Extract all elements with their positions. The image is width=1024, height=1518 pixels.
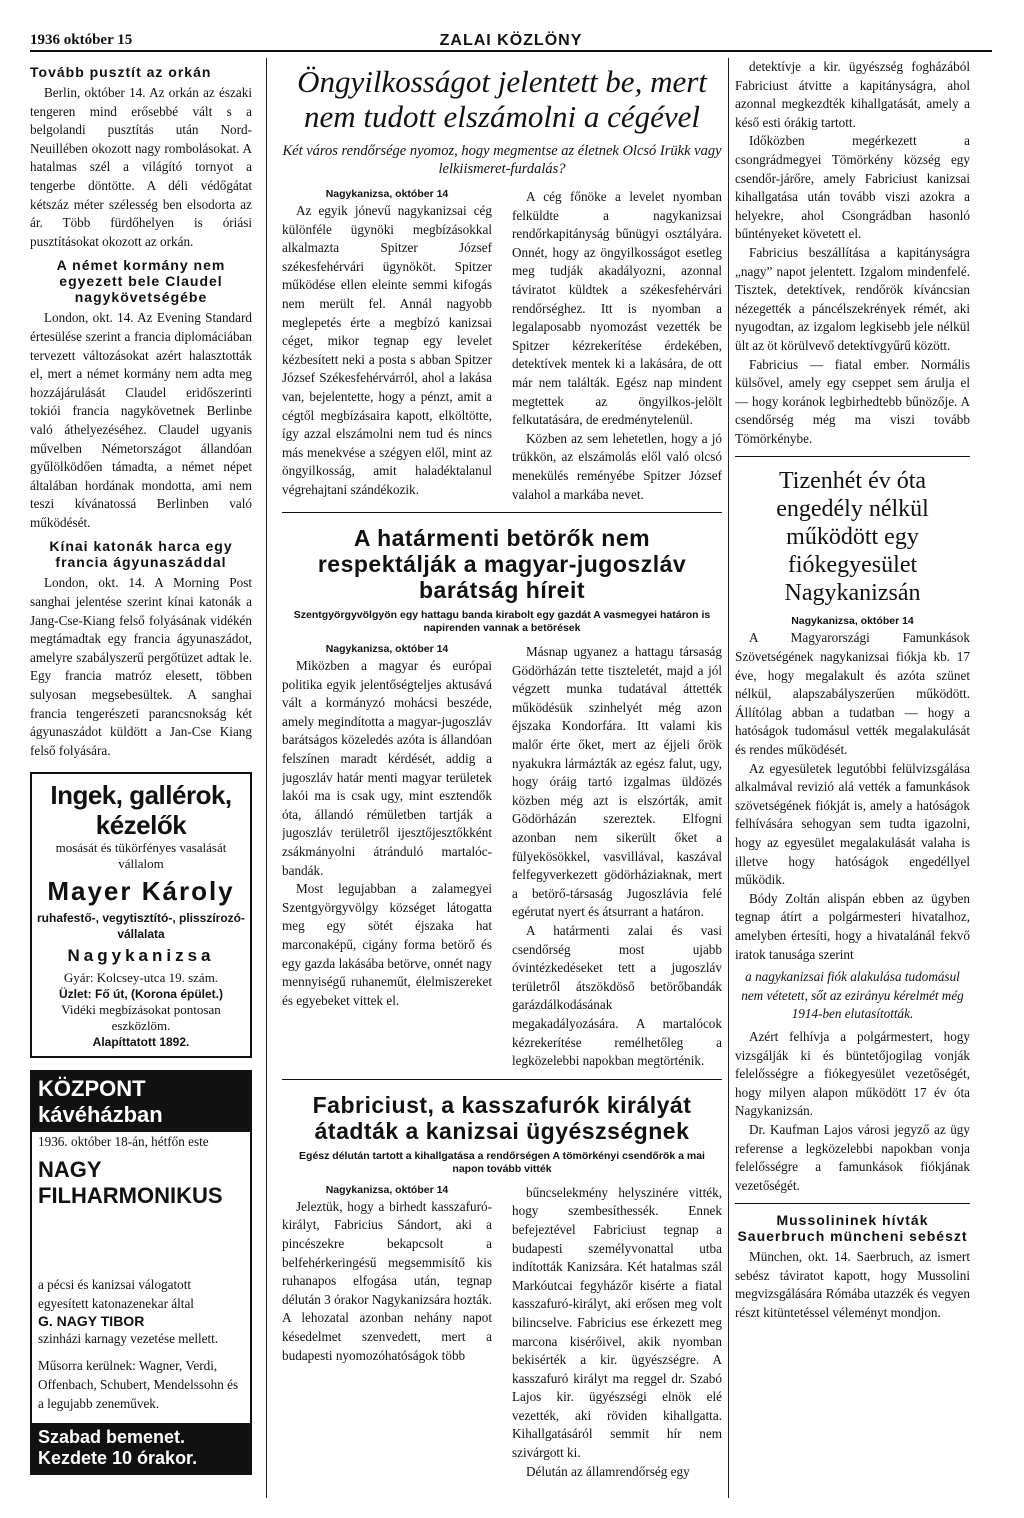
headline: Fabriciust, a kasszafurók királyát átadták a kanizsai ügyészségnek: [312, 1091, 692, 1144]
ad-text: szinházi karnagy vezetése mellett.: [38, 1331, 219, 1347]
article-body: London, okt. 14. A Morning Post sanghai jelentése szerint kínai katonák a Jang-Cse-Kiang felső folyásának vidékén megtámadtak egy francia ágyunaszádot, amelyre szabályszerű pergőtüzet adtak le. Egy francia matróz elesett, többen sulyosan megsebesültek. A sanghai francia tengerészeti parancsnokság két ágyunaszádot küldött a Jan-Cse Kiang felső folyására.: [30, 575, 252, 758]
article-body: Fabricius beszállítása a kapitányságra „nagy” napot jelentett. Izgalom mindenfelé. Tisztek, detektívek, rendőrök kíváncsian nézegették a páncélszekrények rémét, aki nyugodtan, az izgalom legkisebb jele nélkül ült az öt körülvevő detektívgyűrű között.: [735, 244, 970, 353]
article-body: A cég főnöke a levelet nyomban felküldte a nagykanizsai rendőrkapitányság bűnügyi osztályára. Onnét, hogy az öngyilkosságot esetleg meg tudják akadályozni, azonnal táviratot küldtek a székesfehérvári rendőrséghez. Itt is nyomban a legalaposabb nyomozást vezették be Spitzer kézrekerítése érdekében, detektívek mentek ki a lakására, de ott már nem találták. Egész nap mindent megtettek az öngyilkos-jelölt felkutatására, de eredménytelenül.: [512, 189, 722, 428]
subcolumn: [282, 1184, 492, 1482]
column-left: [30, 58, 252, 1508]
column-rule: [728, 58, 729, 1498]
article-body: Másnap ugyanez a hattagu társaság Gödörházán tette tiszteletét, majd a jól végzett munka tudatával áttették működésük szinhelyét még azon éjszaka Kondorfára. Itt valami kis malőr érte őket, mert az éjjeli őrök nyakukra lármázták az egész falut, ugy, hogy óráig tartó izgalmas üldözés közben még azt is elszórták, amit Gödörházán szereztek. Elfogni azonban nem sikerült őket a fülyekösökkel, vasvillával, kaszával felfegyverkezett gödörháziaknak, mert a betörő-társaság Jugoszlávia felé egérutat nyert és átsurrant a határon.: [512, 644, 722, 920]
article-body: Fabricius — fiatal ember. Normális külsővel, amely egy cseppet sem árulja el — hogy koránok legbirhedtebb bűnözője. A csendőrség még ma viszi tovább Tömörkénybe.: [735, 356, 970, 446]
article-body: Miközben a magyar és európai politika egyik jelentőségteljes aktusává vált a kormányzó mohácsi beszéde, amely megindította a magyar-jugoszláv barátságos közeledés azóta is állandóan felszínen maradt kérdését, addig a jugoszláv határ menti magyar területek lakói ma is csak ugy, mint esztendők óta, állandó rémületben tartják a jugoszláv területről ijesztőjesztőkként zsákmányolni átránduló martalóc-bandák.: [282, 658, 492, 878]
article-columns: [282, 1184, 722, 1482]
article-columns: [282, 643, 722, 1071]
headline: A német kormány nem egyezett bele Claudel nagykövetségébe: [56, 257, 226, 306]
article-body: Az egyesületek legutóbbi felülvizsgálása alkalmával revizió alá vették a famunkások szövetségének fiókját is, amely a hatóságok felhívására sehogyan sem tudta igazolni, hogy az egyesület megalakulását valaha is illetve hogy hatóságok engedéllyel működik.: [735, 760, 970, 888]
headline: Tovább pusztít az orkán: [30, 64, 212, 80]
article-body: Dr. Kaufman Lajos városi jegyző az ügy referense a legközelebbi napokban vonja felelősségre a famunkások fiókjának vezetőségét.: [735, 1121, 970, 1193]
ad-text: ruhafestő-, vegytisztító-, plisszírozó-vállalata: [36, 911, 246, 942]
headline: Mussolininek hívták Sauerbruch müncheni sebészt: [737, 1212, 968, 1245]
quote: a nagykanizsai fiók alakulása tudomásul nem vétetett, sőt az ezirányu kérelmét még 1914-ben elutasították.: [741, 969, 964, 1022]
dateline: Nagykanizsa, október 14: [325, 188, 449, 200]
subcolumn: [282, 643, 492, 1071]
article-body: Most legujabban a zalamegyei Szentgyörgyvölgy községet látogatta meg egy sötét éjszaka hat marconaképű, cigány forma betörő és egy gazda lakásába betörve, onnét nagy mennyiségű ruhaneműt, élelmiszereket és egyebeket vittek el.: [282, 881, 492, 1008]
article-body: Bódy Zoltán alispán ebben az ügyben tegnap átírt a polgármesteri hivatalhoz, amelyben értesíti, hogy a hivatalánál fekvő iratok tanusága szerint: [735, 890, 970, 962]
ad-text: a pécsi és kanizsai válogatott egyesített katonazenekar által: [38, 1277, 194, 1312]
subheadline: Egész délután tartott a kihallgatása a rendőrségen A tömörkényi csendőrök a mai napon tovább vitték: [299, 1149, 705, 1175]
article-body: Az egyik jónevű nagykanizsai cég különféle ügynöki megbízásokkal alkalmazta Spitzer József székesfehérvári ügynököt. Spitzer működése ellen eleinte semmi kifogás nem merült fel. Annál nagyobb meglepetés érte a megbízó kanizsai céget, mikor tegnap egy levelet kézbesített neki a posta s abban Spitzer József Székesfehérvárról, ahol a lakása van, bejelentette, hogy a pénzt, amit a cégtől megbízásaira kapott, elköltötte, így azzal elszámolni nem tud és nincs más menekvése a szégyen elől, mint az öngyilkosság, amit haladéktalanul végrehajtani szándékozik.: [282, 203, 492, 497]
article-columns: [282, 188, 722, 504]
article-body: A határmenti zalai és vasi csendőrség most ujabb óvintézkedéseket tett a jugoszláv területről átszökdöső betörőbandák garázdálkodásának megakadályozására. A martalócok kézrekerítése remélhetőleg a legközelebbi napokban megtörténik.: [512, 923, 722, 1069]
ad-city: Nagykanizsa: [67, 946, 215, 966]
paper-title: ZALAI KÖZLÖNY: [439, 32, 583, 49]
subheadline: Szentgyörgyvölgyön egy hattagu banda kirabolt egy gazdát A vasmegyei határon is napirenden vannak a betörések: [293, 609, 711, 635]
ad-headline: NAGY FILHARMONIKUS: [38, 1157, 223, 1209]
masthead: [30, 30, 992, 52]
dateline: Nagykanizsa, október 14: [791, 615, 914, 628]
article-body: Jeleztük, hogy a birhedt kasszafuró-királyt, Fabricius Sándort, aki a pincészekre bekapcsolt a belfehérkeringésű megsemmisítő kis ruhanapos elfogása után, tegnap délután 3 órakor Nagykanizsára hozták. A lehozatal azonban nehány napot késedelmet szenvedett, mert a budapesti nyomozóhatóságok több: [282, 1198, 492, 1363]
ad-text: mosását és tükörfényes vasalását vállalom: [55, 840, 227, 872]
divider: [282, 512, 722, 513]
article-body: Közben az sem lehetetlen, hogy a jó trükkön, az elszámolás elől való olcsó menekülés reményébe Spitzer József valahol a markába nevet.: [512, 430, 722, 502]
dateline: Nagykanizsa, október 14: [325, 643, 449, 656]
ad-text: Alapíttatott 1892.: [92, 1035, 190, 1050]
ad-text: Üzlet: Fő út, (Korona épület.): [59, 987, 223, 1002]
ad-text: Gyár: Kolcsey-utca 19. szám.: [63, 970, 219, 986]
divider: [735, 456, 970, 457]
advertisement: [30, 772, 252, 1058]
article-body: Délután az államrendőrség egy: [526, 1463, 690, 1479]
column-right: [735, 58, 970, 1508]
headline: Kínai katonák harca egy francia ágyunaszáddal: [49, 538, 233, 571]
ad-text: Vidéki megbízásokat pontosan eszközlöm.: [61, 1002, 221, 1034]
ad-bar: KÖZPONT kávéházban: [32, 1072, 250, 1132]
ad-bar: Szabad bemenet. Kezdete 10 órakor.: [32, 1423, 250, 1473]
headline: Tizenhét év óta engedély nélkül működött egy fiókegyesület Nagykanizsán: [776, 468, 929, 607]
ad-conductor: G. NAGY TIBOR: [38, 1313, 145, 1330]
concert-ad: [30, 1070, 252, 1475]
subcolumn: [282, 188, 492, 504]
column-center: [282, 58, 722, 1508]
article-body: München, okt. 14. Saerbruch, az ismert sebész táviratot kapott, hogy Mussolini megvizsgálására Rómába utazzék és vegyen részt kitüntetéssel véleményt mondjon.: [735, 1249, 970, 1321]
subheadline: Két város rendőrsége nyomoz, hogy megmentse az életnek Olcsó Irükk vagy lelkiismeret-furdalás?: [282, 143, 722, 177]
headline: A határmenti betörők nem respektálják a magyar-jugoszláv barátság híreit: [317, 525, 687, 604]
article-body: detektívje a kir. ügyészség fogházából Fabriciust átvitte a kapitányságra, ahol azonnal megkezdték kihallgatását, amely a késő esti órákig tartott.: [735, 59, 970, 130]
article-body: Időközben megérkezett a csongrádmegyei Tömörkény község egy csendőr-járőre, amely Fabriciust kanizsai kihallgatása után tovább viszi azokra a helyekre, ahol Csongrádban hasonló bűntényeket követett el.: [735, 133, 970, 242]
subcolumn: [512, 188, 722, 504]
divider: [735, 1203, 970, 1204]
headline: Öngyilkosságot jelentett be, mert nem tudott elszámolni a cégével: [297, 64, 707, 134]
article-body: London, okt. 14. Az Evening Standard értesülése szerint a francia diplomáciában tervezett változásokat azért halasztották el, mert a német kormány nem adta meg hozzájárulását Claudel eridőszerinti tokiói francia nagykövetnek Berlinbe való áthelyezéséhez. Claudel ugyanis művelben Németországot állandóan gyűlölködően támadta, a német népet általában hordának mondotta, ami nem teszi kívánatossá Berlinben való működését.: [30, 310, 252, 530]
subcolumn: [512, 643, 722, 1071]
article-body: bűncselekmény helyszinére vitték, hogy szembesíthessék. Ennek befejeztével Fabriciust tegnap a budapesti személyvonattal utba indították Kanizsára. Két hatalmas szál Markóutcai fegyházőr kisérte a fiatal kasszafuró-királyt, aki erősen meg volt bilincselve. Fabricius ese érkezett meg marcona kisérőivel, akik nyomban bekisérték a kir. ügyészségre. A kasszafuró királyt ma reggel dr. Szabó Lajos kir. ügyészségi elnök elé vezették, aki röviden kihallgatta. Kihallgatásáról semmit hír nem szivárgott ki.: [512, 1184, 722, 1461]
ad-text: Műsorra kerülnek: Wagner, Verdi, Offenbach, Schubert, Mendelssohn és a legujabb zeneművek.: [38, 1358, 239, 1412]
column-rule: [266, 58, 267, 1498]
ad-name: Mayer Károly: [47, 876, 235, 907]
dateline: Nagykanizsa, október 14: [325, 1183, 449, 1196]
article-body: Azért felhívja a polgármestert, hogy vizsgálják ki és büntetőjogilag vonják felelősségre a fiókegyesület vezetőségét, hogy milyen alapon működött 17 év óta Nagykanizsán.: [735, 1028, 970, 1119]
divider: [282, 1079, 722, 1080]
article-body: A Magyarországi Famunkások Szövetségének nagykanizsai fiókja kb. 17 éve, hogy megalakult és azóta szünet nélkül, alapszabályszerűen működött. Állítólag abban a tudatban — hogy a hatóságok tudomásul vették megalakulását és rendes működését.: [735, 630, 970, 758]
issue-date: 1936 október 15: [30, 32, 133, 48]
article-body: Berlin, október 14. Az orkán az északi tengeren mind erősebbé vált s a belgolandi pusztítás után Nord-Neuillében okozott nagy rombolásokat. A hatalmas szél a világító tornyot a tengerbe döntötte. A déli védőgátat kétszáz méter szélesség ben elsodorta az ár. Több fürdőhelyen is óriási pusztításokat okozott az orkán.: [30, 85, 252, 249]
ad-spacer: [32, 1215, 250, 1275]
ad-headline: Ingek, gallérok, kézelők: [50, 780, 232, 841]
subcolumn: [512, 1184, 722, 1482]
ad-text: 1936. október 18-án, hétfőn este: [38, 1134, 209, 1150]
